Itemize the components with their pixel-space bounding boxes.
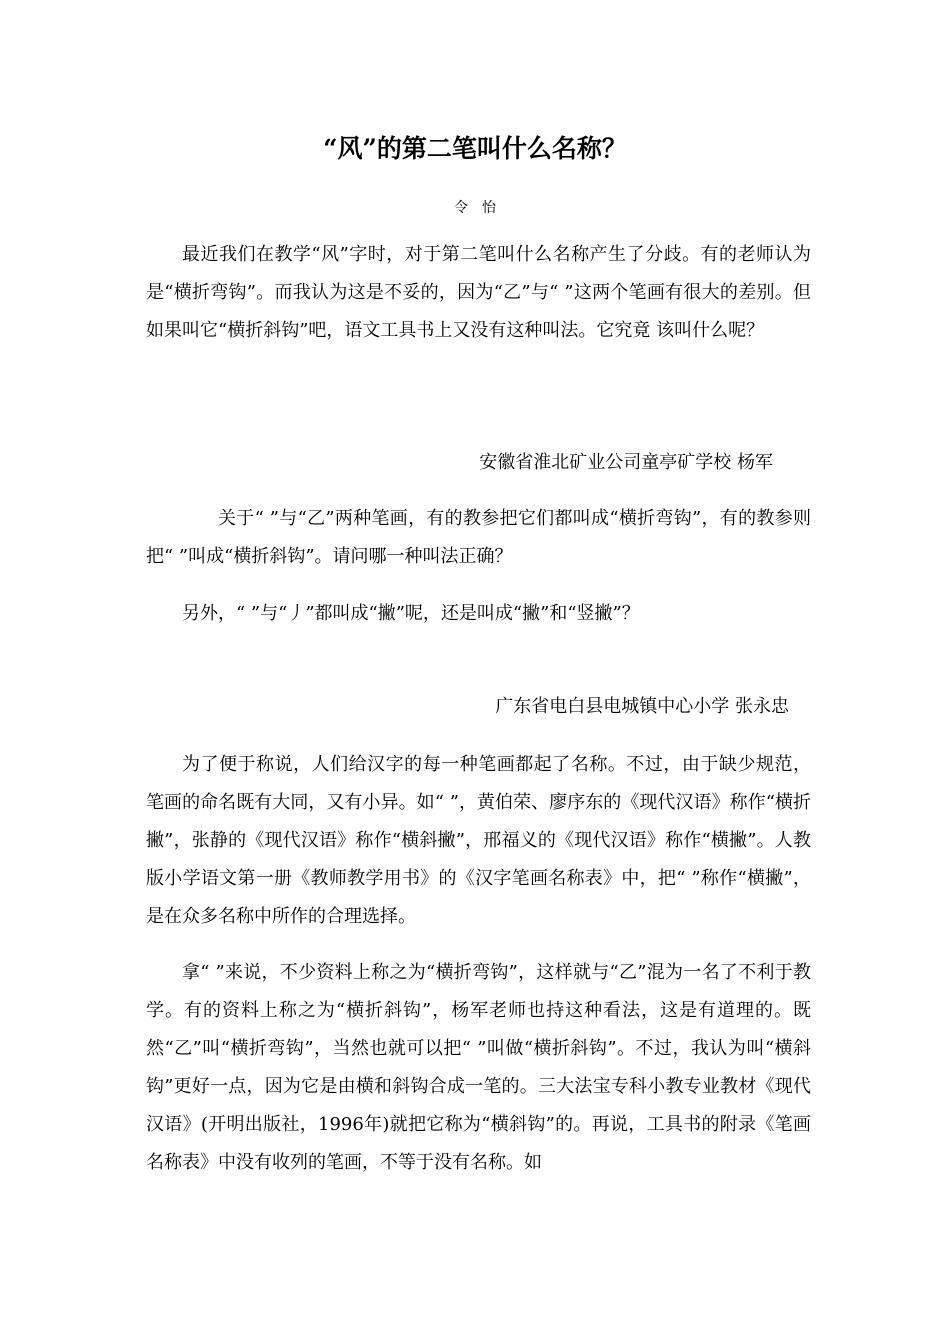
answer-paragraph-2: 拿“ ”来说，不少资料上称之为“横折弯钩”，这样就与“乙”混为一名了不利于教学。有的资料上称之为“横折斜钩”，杨军老师也持这种看法，这是有道理的。既然“乙”叫“横折弯钩”，当然也就可以把“ ”叫做“横折斜钩”。不过，我认为叫“横斜钩”更好一点，因为它是由横和斜钩合成一笔的。三大法宝专科小教专业教材《现代汉语》(开明出版社，1996年)就把它称为“横斜钩”的。再说，工具书的附录《笔画名称表》中没有收列的笔画，不等于没有名称。如 [146,962,811,1173]
letter2-body-2: 另外，“ ”与“丿”都叫成“撇”呢，还是叫成“撇”和“竖撇”？ [182,603,640,624]
article-title: “风”的第二笔叫什么名称？ [323,134,627,163]
letter2-body-1: 关于“ ”与“乙”两种笔画，有的教参把它们都叫成“横折弯钩”，有的教参则把“ ”叫成“横折斜钩”。请问哪一种叫法正确？ [146,508,811,567]
letter1-signature: 安徽省淮北矿业公司童亭矿学校 杨军 [479,452,773,473]
author-name: 令怡 [454,200,510,216]
letter2-signature: 广东省电白县电城镇中心小学 张永忠 [495,696,789,717]
letter1-body: 最近我们在教学“风”字时，对于第二笔叫什么名称产生了分歧。有的老师认为是“横折弯钩”。而我认为这是不妥的，因为“乙”与“ ”这两个笔画有很大的差别。但如果叫它“横折斜钩”吧，语文工具书上又没有这种叫法。它究竟 该叫什么呢？ [146,244,811,341]
answer-paragraph-1: 为了便于称说，人们给汉字的每一种笔画都起了名称。不过，由于缺少规范，笔画的命名既有大同，又有小异。如“ ”，黄伯荣、廖序东的《现代汉语》称作“横折撇”，张静的《现代汉语》称作“横斜撇”，邢福义的《现代汉语》称作“横撇”。人教版小学语文第一册《教师教学用书》的《汉字笔画名称表》中，把“ ”称作“横撇”，是在众多名称中所作的合理选择。 [146,754,811,927]
